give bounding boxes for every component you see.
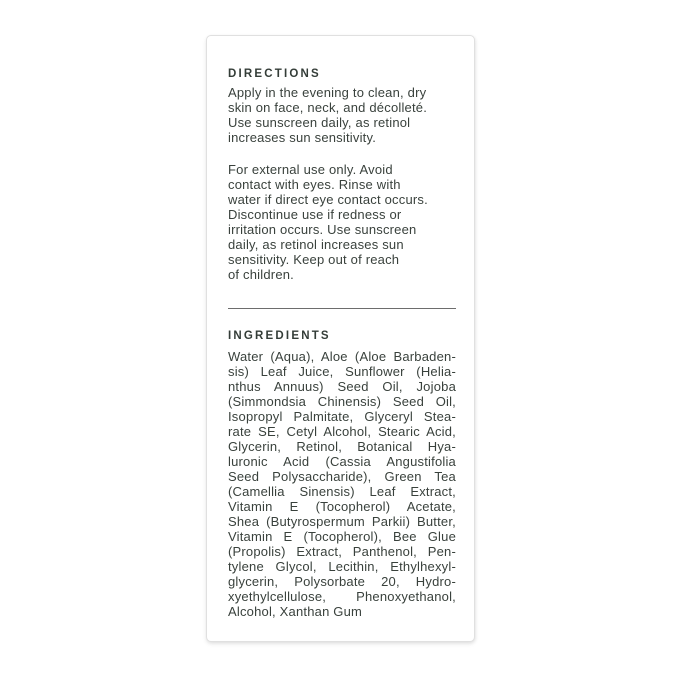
- text-line: skin on face, neck, and décolleté.: [228, 100, 428, 115]
- text-line: (Simmondsia Chinensis) Seed Oil,: [228, 394, 456, 409]
- text-line: Vitamin E (Tocopherol), Bee Glue: [228, 529, 456, 544]
- text-line: (Camellia Sinensis) Leaf Extract,: [228, 484, 456, 499]
- text-line: For external use only. Avoid: [228, 162, 393, 177]
- text-line: Vitamin E (Tocopherol) Acetate,: [228, 499, 456, 514]
- text-line: daily, as retinol increases sun: [228, 237, 404, 252]
- text-line: sensitivity. Keep out of reach: [228, 252, 400, 267]
- text-line: (Propolis) Extract, Panthenol, Pen-: [228, 544, 456, 559]
- text-line: water if direct eye contact occurs.: [228, 192, 428, 207]
- text-line: of children.: [228, 267, 294, 282]
- text-line: luronic Acid (Cassia Angustifolia: [228, 454, 456, 469]
- text-line: glycerin, Polysorbate 20, Hydro-: [228, 574, 456, 589]
- text-line: Water (Aqua), Aloe (Aloe Barbaden-: [228, 349, 456, 364]
- text-line: sis) Leaf Juice, Sunflower (Helia-: [228, 364, 456, 379]
- text-line: increases sun sensitivity.: [228, 130, 377, 145]
- product-label-panel: [206, 35, 475, 642]
- ingredients-heading: INGREDIENTS: [228, 330, 331, 342]
- text-line: xyethylcellulose, Phenoxyethanol,: [228, 589, 456, 604]
- text-line: Use sunscreen daily, as retinol: [228, 115, 411, 130]
- section-divider: [228, 308, 456, 309]
- text-line: Isopropyl Palmitate, Glyceryl Stea-: [228, 409, 456, 424]
- directions-warning-text: [228, 162, 456, 282]
- directions-usage-text: [228, 85, 456, 145]
- ingredients-list-text: [228, 349, 456, 619]
- text-line: irritation occurs. Use sunscreen: [228, 222, 417, 237]
- text-line: Seed Polysaccharide), Green Tea: [228, 469, 456, 484]
- directions-heading: DIRECTIONS: [228, 68, 321, 80]
- text-line: Glycerin, Retinol, Botanical Hya-: [228, 439, 456, 454]
- text-line: nthus Annuus) Seed Oil, Jojoba: [228, 379, 456, 394]
- text-line: Shea (Butyrospermum Parkii) Butter,: [228, 514, 456, 529]
- text-line: Discontinue use if redness or: [228, 207, 402, 222]
- text-line: contact with eyes. Rinse with: [228, 177, 401, 192]
- text-line: Apply in the evening to clean, dry: [228, 85, 427, 100]
- text-line: rate SE, Cetyl Alcohol, Stearic Acid,: [228, 424, 456, 439]
- text-line: Alcohol, Xanthan Gum: [228, 604, 363, 619]
- text-line: tylene Glycol, Lecithin, Ethylhexyl-: [228, 559, 456, 574]
